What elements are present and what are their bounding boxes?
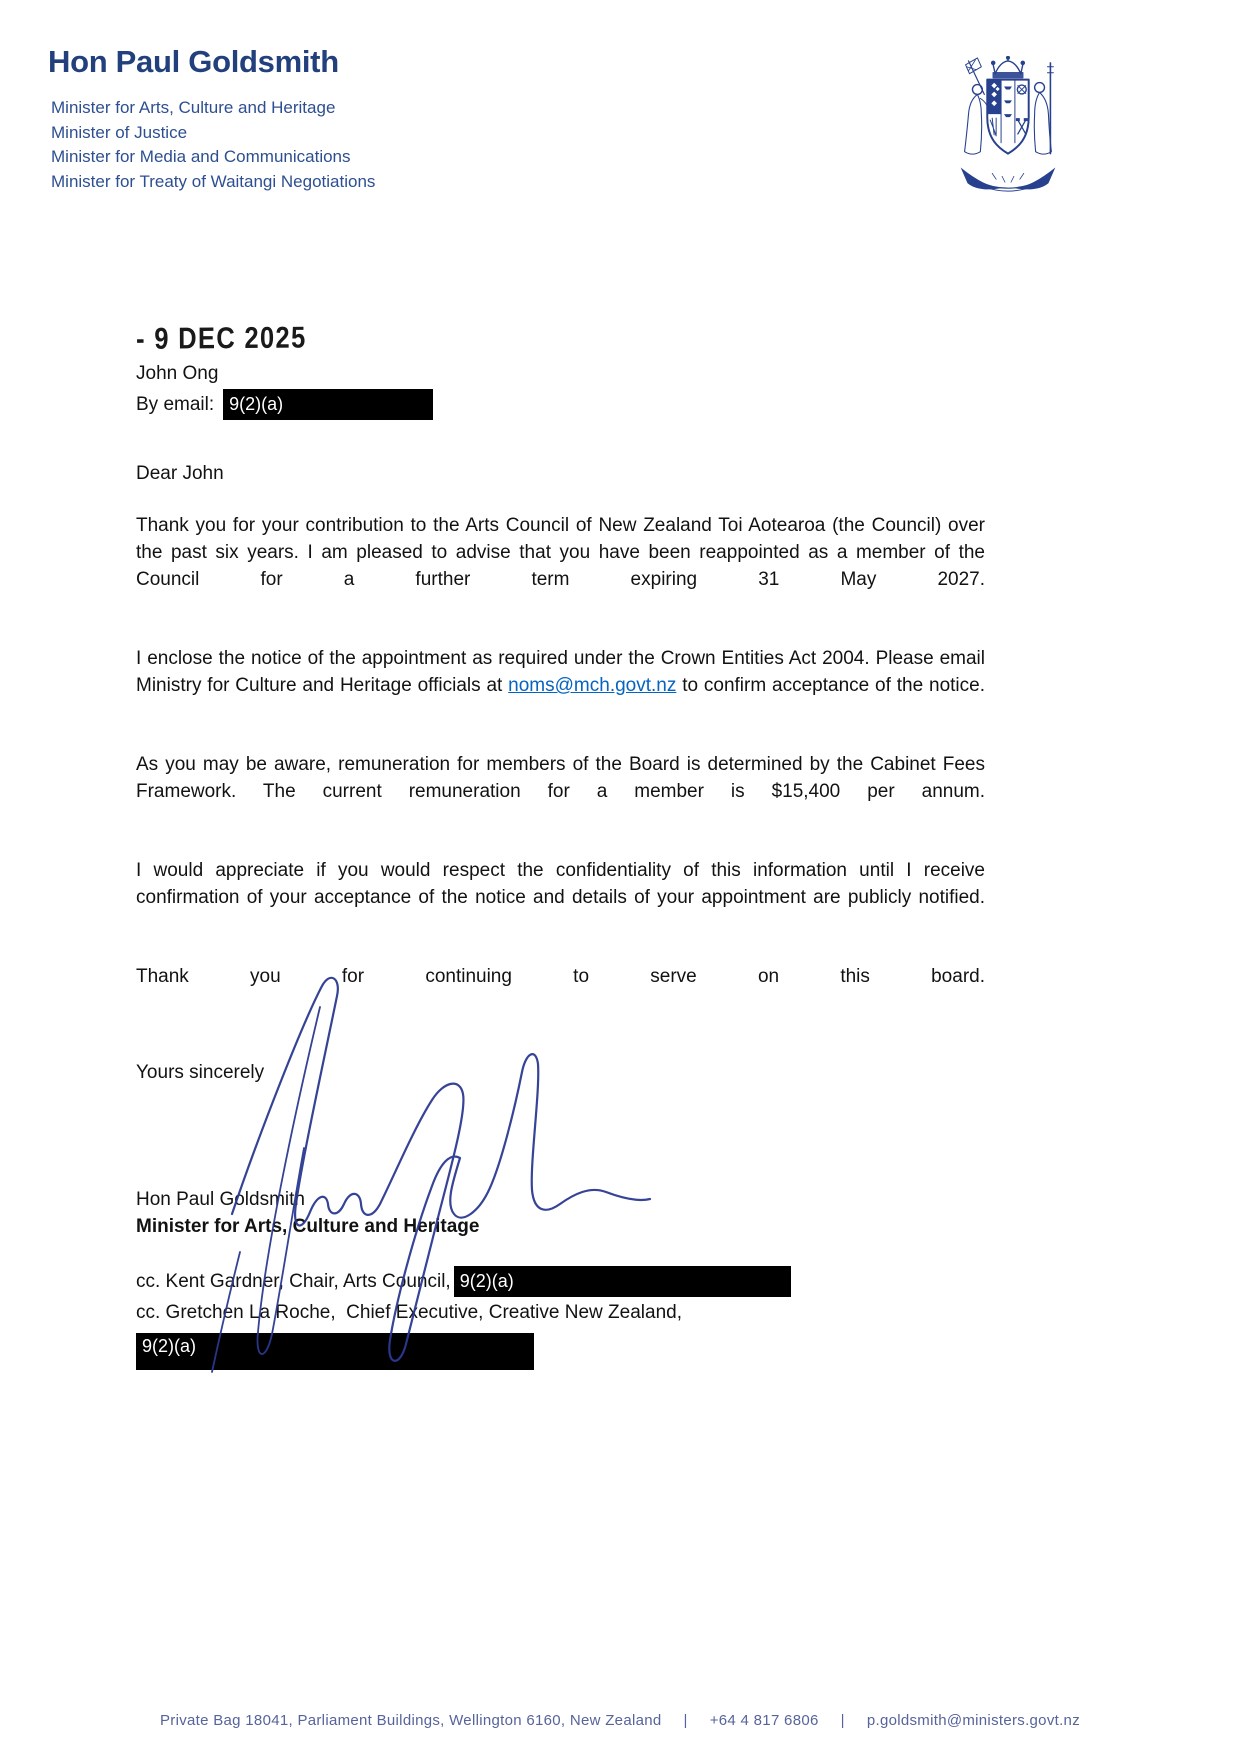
recipient-name: John Ong	[136, 363, 219, 384]
redaction-box-cc1: 9(2)(a)	[454, 1266, 791, 1297]
by-email-row	[136, 388, 985, 420]
minister-role: Minister for Media and Communications	[51, 147, 351, 166]
footer-email: p.goldsmith@ministers.govt.nz	[866, 1712, 1080, 1729]
page-footer	[0, 1712, 1240, 1729]
signatory-name: Hon Paul Goldsmith	[136, 1189, 305, 1210]
footer-phone: +64 4 817 6806	[709, 1712, 819, 1729]
paragraph-confidentiality: I would appreciate if you would respect the confidentiality of this information until I receive confirmation of your acceptance of the notice and details of your appointment are publicly notified.	[136, 860, 985, 908]
redaction-box-cc2-contact: 9(2)(a)	[136, 1333, 534, 1370]
paragraph-notice-pre: I enclose the notice of the appointment as required under the Crown Entities Act 2004. Please email Ministry for Culture and Heritage officials at	[136, 648, 985, 696]
cc1-text: cc. Kent Gardner, Chair, Arts Council,	[136, 1271, 451, 1292]
by-email-label: By email:	[136, 393, 215, 415]
cc2-text: cc. Gretchen La Roche, Chief Executive, Creative New Zealand,	[136, 1302, 682, 1324]
paragraph-notice-post: to confirm acceptance of the notice.	[676, 675, 985, 696]
redaction-box-email: 9(2)(a)	[223, 389, 433, 420]
minister-name-heading: Hon Paul Goldsmith	[48, 44, 339, 79]
letter-body	[135, 321, 985, 1370]
signature-block	[136, 1186, 985, 1240]
cc-line-2	[136, 1297, 985, 1328]
cc-block	[136, 1266, 985, 1370]
footer-address: Private Bag 18041, Parliament Buildings, Wellington 6160, New Zealand	[159, 1712, 662, 1729]
footer-separator: |	[683, 1712, 688, 1729]
paragraph-remuneration: As you may be aware, remuneration for members of the Board is determined by the Cabinet Fees Framework. The current remuneration for a member is $15,400 per annum.	[136, 754, 985, 802]
signatory-title: Minister for Arts, Culture and Heritage	[136, 1216, 480, 1237]
paragraph-notice	[136, 645, 985, 726]
date-received-stamp: - 9 DEC 2025	[135, 321, 307, 357]
noms-email-link[interactable]: noms@mch.govt.nz	[508, 675, 677, 696]
salutation: Dear John	[136, 463, 224, 484]
minister-role: Minister for Arts, Culture and Heritage	[51, 98, 336, 117]
cc-line-1	[136, 1266, 985, 1297]
footer-separator: |	[840, 1712, 845, 1729]
letterhead	[48, 44, 375, 194]
closing: Yours sincerely	[136, 1062, 265, 1083]
paragraph-thanks: Thank you for continuing to serve on this board.	[136, 966, 985, 987]
minister-role: Minister of Justice	[51, 122, 188, 142]
minister-roles	[51, 96, 375, 194]
nz-coat-of-arms-icon	[933, 56, 1081, 196]
minister-role: Minister for Treaty of Waitangi Negotiations	[51, 171, 376, 191]
paragraph-reappointment: Thank you for your contribution to the Arts Council of New Zealand Toi Aotearoa (the Council) over the past six years. I am pleased to advise that you have been reappointed as a member of the Council for a further term expiring 31 May 2027.	[136, 515, 985, 590]
